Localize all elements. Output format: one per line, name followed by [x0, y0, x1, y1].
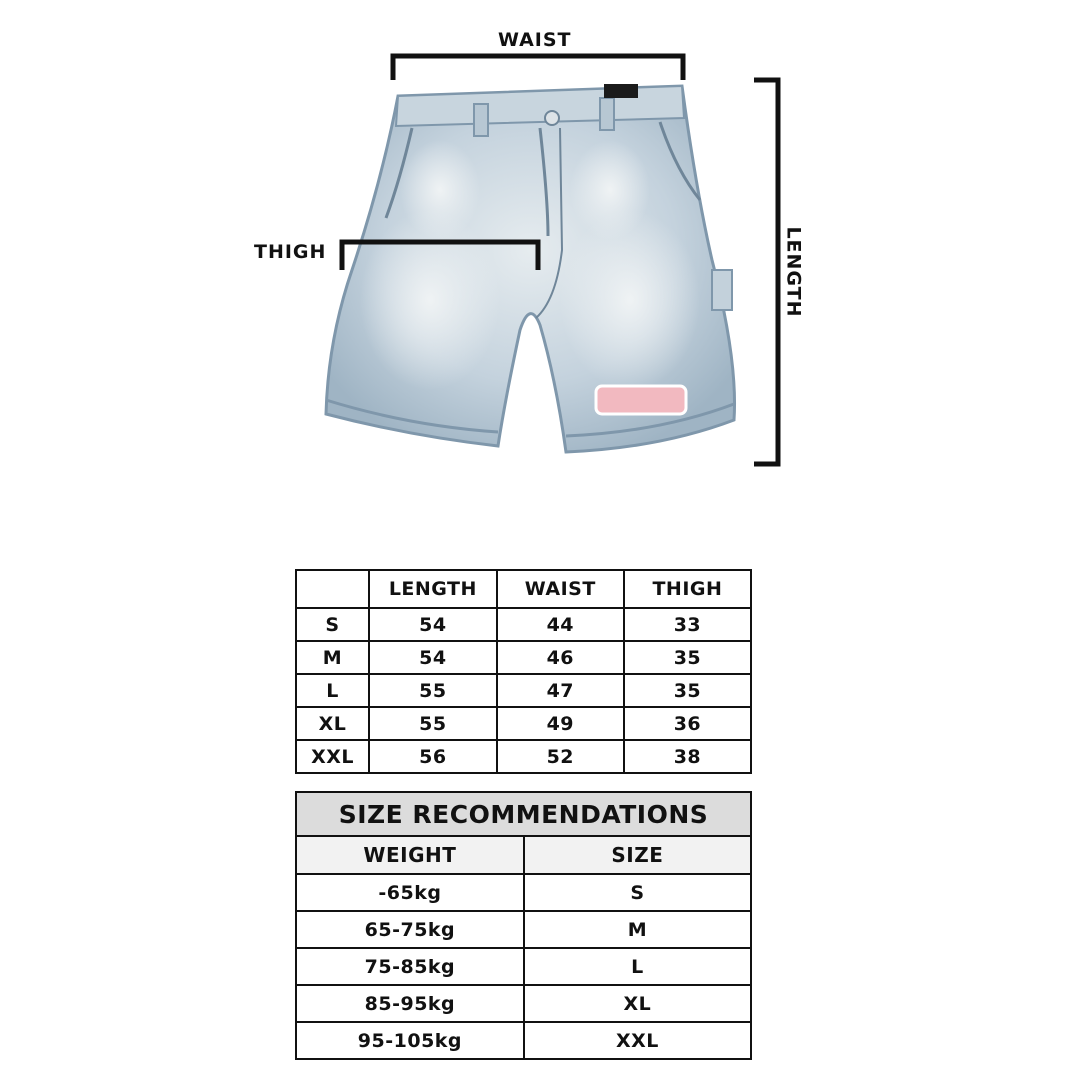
recommendations-header-row — [296, 836, 751, 874]
table-row — [296, 674, 751, 707]
waist-cell: 52 — [497, 740, 624, 773]
table-row — [296, 740, 751, 773]
weight-cell: 85-95kg — [296, 985, 524, 1022]
belt-loop-left — [474, 104, 488, 136]
size-recommendations-table — [295, 791, 752, 1060]
waist-cell: 49 — [497, 707, 624, 740]
waistband — [396, 86, 684, 126]
waist-button — [545, 111, 559, 125]
table-row — [296, 641, 751, 674]
fade-right-top — [570, 140, 650, 240]
size-cell: S — [296, 608, 369, 641]
size-cell: XXL — [296, 740, 369, 773]
size-cell: XL — [296, 707, 369, 740]
recommendations-title: SIZE RECOMMENDATIONS — [296, 792, 751, 836]
waist-header: WAIST — [497, 570, 624, 608]
brand-tag — [604, 84, 638, 98]
weight-header: WEIGHT — [296, 836, 524, 874]
recommended-size-cell: XL — [524, 985, 751, 1022]
size-chart-corner — [296, 570, 369, 608]
waist-cell: 44 — [497, 608, 624, 641]
table-row — [296, 874, 751, 911]
table-row — [296, 948, 751, 985]
belt-loop-right — [600, 98, 614, 130]
length-header: LENGTH — [369, 570, 497, 608]
recommendations-title-row — [296, 792, 751, 836]
thigh-cell: 33 — [624, 608, 751, 641]
recommended-size-cell: M — [524, 911, 751, 948]
table-row — [296, 707, 751, 740]
table-row — [296, 608, 751, 641]
length-cell: 56 — [369, 740, 497, 773]
size-cell: L — [296, 674, 369, 707]
length-bracket — [754, 80, 778, 464]
recommended-size-cell: L — [524, 948, 751, 985]
thigh-cell: 35 — [624, 641, 751, 674]
hammer-loop — [712, 270, 732, 310]
table-row — [296, 985, 751, 1022]
thigh-cell: 38 — [624, 740, 751, 773]
recommended-size-cell: XXL — [524, 1022, 751, 1059]
thigh-cell: 36 — [624, 707, 751, 740]
size-cell: M — [296, 641, 369, 674]
weight-cell: 95-105kg — [296, 1022, 524, 1059]
length-label: LENGTH — [782, 226, 805, 318]
waist-cell: 47 — [497, 674, 624, 707]
shorts-illustration — [0, 0, 1080, 520]
fade-right — [560, 210, 700, 390]
waist-cell: 46 — [497, 641, 624, 674]
waist-bracket — [393, 56, 683, 80]
table-row — [296, 911, 751, 948]
length-cell: 54 — [369, 608, 497, 641]
recommended-size-cell: S — [524, 874, 751, 911]
table-row — [296, 1022, 751, 1059]
thigh-cell: 35 — [624, 674, 751, 707]
thigh-label: THIGH — [254, 241, 327, 263]
weight-cell: 75-85kg — [296, 948, 524, 985]
size-chart-header-row — [296, 570, 751, 608]
weight-cell: -65kg — [296, 874, 524, 911]
waist-label: WAIST — [498, 29, 572, 51]
weight-cell: 65-75kg — [296, 911, 524, 948]
size-header: SIZE — [524, 836, 751, 874]
length-cell: 54 — [369, 641, 497, 674]
length-cell: 55 — [369, 707, 497, 740]
length-cell: 55 — [369, 674, 497, 707]
size-chart-table — [295, 569, 752, 774]
logo-patch — [596, 386, 686, 414]
thigh-header: THIGH — [624, 570, 751, 608]
fade-left-top — [400, 140, 480, 240]
product-figure — [0, 0, 1080, 520]
